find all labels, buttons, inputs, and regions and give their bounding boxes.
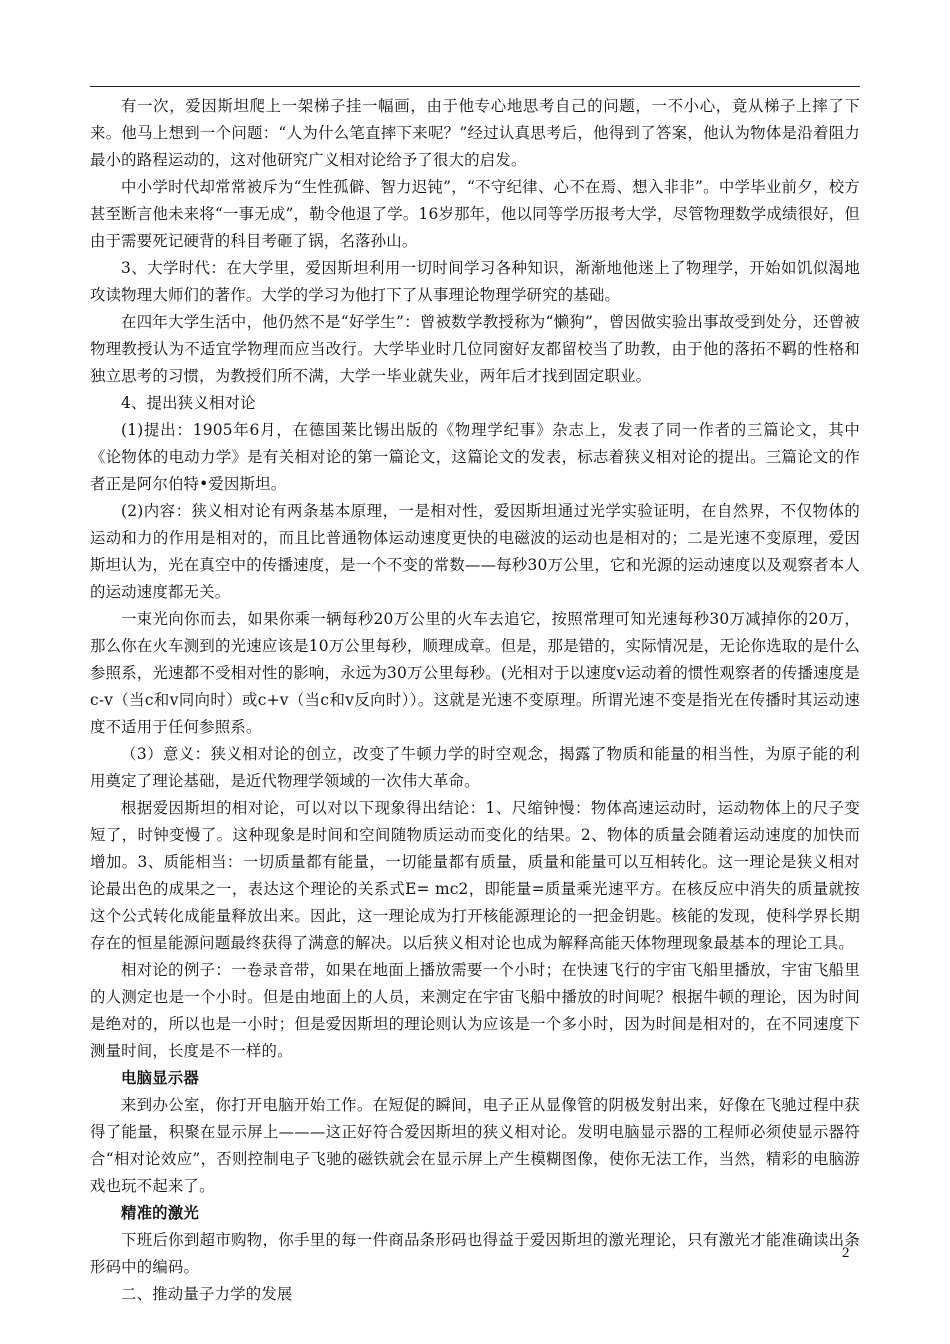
paragraph: 中小学时代却常常被斥为“生性孤僻、智力迟钝”，“不守纪律、心不在焉、想入非非”。中学毕业前夕，校方甚至断言他未来将“一事无成”，勒令他退了学。16岁那年，他以同等学历报考大学，尽管物理数学成绩很好，但由于需要死记硬背的科目考砸了锅，名落孙山。 [90,178,860,250]
header-rule [90,86,860,87]
document-body [90,93,860,1308]
paragraph: (2)内容：狭义相对论有两条基本原理，一是相对性，爱因斯坦通过光学实验证明，在自然界，不仅物体的运动和力的作用是相对的，而且比普通物体运动速度更快的电磁波的运动也是相对的；二是光速不变原理，爱因斯坦认为，光在真空中的传播速度，是一个不变的常数——每秒30万公里，它和光源的运动速度以及观察者本人的运动速度都无关。 [90,502,860,601]
paragraph: 4、提出狭义相对论 [121,394,256,412]
paragraph: 来到办公室，你打开电脑开始工作。在短促的瞬间，电子正从显像管的阴极发射出来，好像在飞驰过程中获得了能量，积聚在显示屏上———这正好符合爱因斯坦的狭义相对论。发明电脑显示器的工程师必须使显示器符合“相对论效应”，否则控制电子飞驰的磁铁就会在显示屏上产生模糊图像，使你无法工作，当然，精彩的电脑游戏也玩不起来了。 [90,1096,860,1195]
section-heading: 精准的激光 [121,1204,199,1222]
paragraph: （3）意义：狭义相对论的创立，改变了牛顿力学的时空观念，揭露了物质和能量的相当性，为原子能的利用奠定了理论基础，是近代物理学领域的一次伟大革命。 [90,745,860,790]
paragraph: 根据爱因斯坦的相对论，可以对以下现象得出结论：1、尺缩钟慢：物体高速运动时，运动物体上的尺子变短了，时钟变慢了。这种现象是时间和空间随物质运动而变化的结果。2、物体的质量会随着运动速度的加快而增加。3、质能相当：一切质量都有能量，一切能量都有质量，质量和能量可以互相转化。这一理论是狭义相对论最出色的成果之一，表达这个理论的关系式E= mc2，即能量=质量乘光速平方。在核反应中消失的质量就按这个公式转化成能量释放出来。因此，这一理论成为打开核能源理论的一把金钥匙。核能的发现，使科学界长期存在的恒星能源问题最终获得了满意的解决。以后狭义相对论也成为解释高能天体物理现象最基本的理论工具。 [90,799,860,952]
paragraph: 相对论的例子：一卷录音带，如果在地面上播放需要一个小时；在快速飞行的宇宙飞船里播放，宇宙飞船里的人测定也是一个小时。但是由地面上的人员，来测定在宇宙飞船中播放的时间呢？根据牛顿的理论，因为时间是绝对的，所以也是一小时；但是爱因斯坦的理论则认为应该是一个多小时，因为时间是相对的，在不同速度下测量时间，长度是不一样的。 [90,961,860,1060]
paragraph: 3、大学时代：在大学里，爱因斯坦利用一切时间学习各种知识，渐渐地他迷上了物理学，开始如饥似渴地攻读物理大师们的著作。大学的学习为他打下了从事理论物理学研究的基础。 [90,259,860,304]
paragraph: 有一次，爱因斯坦爬上一架梯子挂一幅画，由于他专心地思考自己的问题，一不小心，竟从梯子上摔了下来。他马上想到一个问题：“人为什么笔直摔下来呢？”经过认真思考后，他得到了答案，他认为物体是沿着阻力最小的路程运动的，这对他研究广义相对论给予了很大的启发。 [90,97,860,169]
paragraph: 一束光向你而去，如果你乘一辆每秒20万公里的火车去追它，按照常理可知光速每秒30万减掉你的20万，那么你在火车测到的光速应该是10万公里每秒，顺理成章。但是，那是错的，实际情况是，无论你选取的是什么参照系，光速都不受相对性的影响，永远为30万公里每秒。(光相对于以速度v运动着的惯性观察者的传播速度是c-v（当c和v同向时）或c+v（当c和v反向时））。这就是光速不变原理。所谓光速不变是指光在传播时其运动速度不适用于任何参照系。 [90,610,860,736]
section-heading: 电脑显示器 [121,1069,199,1087]
page-number: 2 [842,1245,850,1261]
paragraph: 在四年大学生活中，他仍然不是“好学生”：曾被数学教授称为“懒狗”，曾因做实验出事故受到处分，还曾被物理教授认为不适宜学物理而应当改行。大学毕业时几位同窗好友都留校当了助教，由于他的落拓不羁的性格和独立思考的习惯，为教授们所不满，大学一毕业就失业，两年后才找到固定职业。 [90,313,860,385]
paragraph: 二、推动量子力学的发展 [121,1285,293,1303]
paragraph: (1)提出：1905年6月，在德国莱比锡出版的《物理学纪事》杂志上，发表了同一作者的三篇论文，其中《论物体的电动力学》是有关相对论的第一篇论文，这篇论文的发表，标志着狭义相对论的提出。三篇论文的作者正是阿尔伯特•爱因斯坦。 [90,421,860,493]
paragraph: 下班后你到超市购物，你手里的每一件商品条形码也得益于爱因斯坦的激光理论，只有激光才能准确读出条形码中的编码。 [90,1231,860,1276]
